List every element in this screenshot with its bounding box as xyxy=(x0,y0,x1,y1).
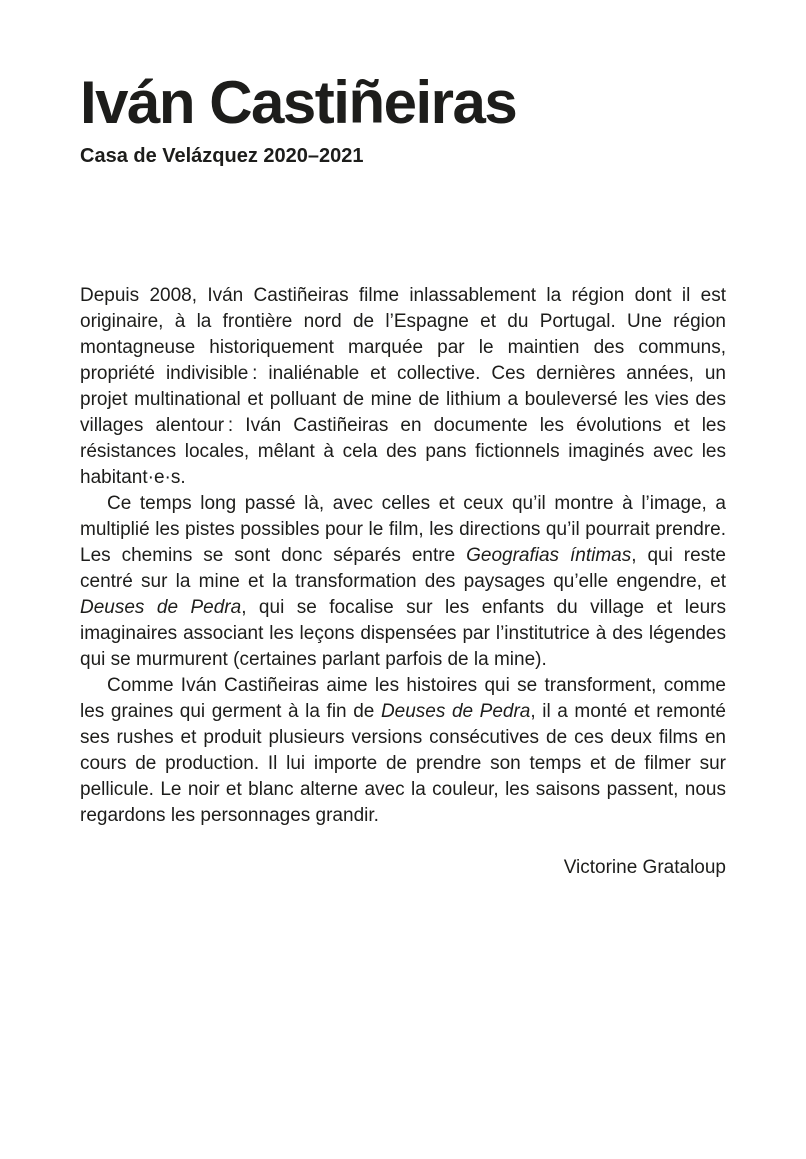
page-header xyxy=(80,70,726,169)
film-title: Deuses de Pedra xyxy=(80,597,242,618)
text-segment: , il a monté et remonté ses rushes et produit plusieurs versions consécutives de ces deux films en cours de production. Il lui importe de prendre son temps et de filmer sur pellicule. Le noir et blanc alterne avec la couleur, les saisons passent, nous regardons les personnages grandir. xyxy=(80,701,726,826)
body-paragraph xyxy=(80,491,726,673)
film-title: Deuses de Pedra xyxy=(380,701,531,722)
body-paragraph xyxy=(80,673,726,829)
text-segment: Ce temps long passé là, avec celles et ceux qu’il montre à l’image, a multiplié les pistes possibles pour le film, les directions qu’il pourrait prendre. Les chemins se sont donc séparés entre xyxy=(80,493,726,566)
author-signature: Victorine Grataloup xyxy=(563,857,726,878)
text-segment: , qui se focalise sur les enfants du village et leurs imaginaires associant les leçons dispensées par l’institutrice à des légendes qui se murmurent (certaines parlant parfois de la mine). xyxy=(80,597,726,670)
page-title: Iván Castiñeiras xyxy=(80,69,517,136)
essay-paragraphs xyxy=(80,283,726,829)
film-title: Geografias íntimas xyxy=(466,545,632,566)
text-segment: , qui reste centré sur la mine et la transformation des paysages qu’elle engendre, et xyxy=(80,545,726,592)
essay-body xyxy=(80,283,726,881)
body-paragraph xyxy=(80,283,726,491)
page-subtitle: Casa de Velázquez 2020–2021 xyxy=(80,145,364,167)
text-segment: Comme Iván Castiñeiras aime les histoires qui se transforment, comme les graines qui germent à la fin de xyxy=(80,675,726,722)
text-segment: Depuis 2008, Iván Castiñeiras filme inlassablement la région dont il est originaire, à la frontière nord de l’Espagne et du Portugal. Une région montagneuse historiquement marquée par le maintien des communs, propriété indivisible : inaliénable et collective. Ces dernières années, un projet multinational et polluant de mine de lithium a bouleversé les vies des villages alentour : Iván Castiñeiras en documente les évolutions et les résistances locales, mêlant à cela des pans fictionnels imaginés avec les habitant·e·s. xyxy=(80,285,726,488)
